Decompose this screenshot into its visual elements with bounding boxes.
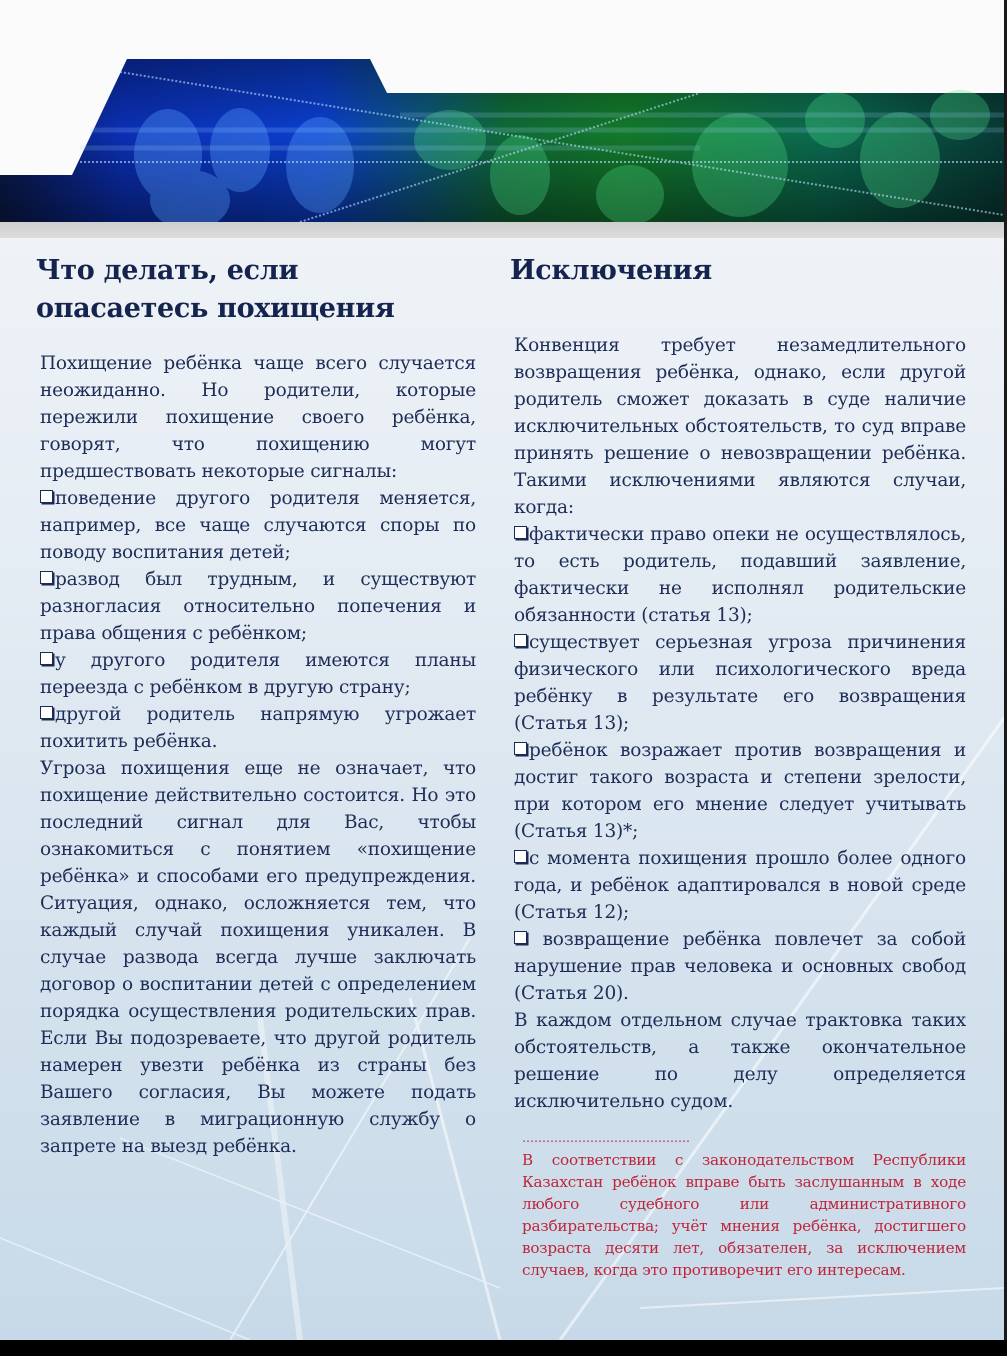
left-column [36,252,476,1160]
signal-item [40,485,476,566]
exception-text: фактически право опеки не осуществлялось, то есть родитель, подавший заявление, фактически не исполнял родительские обязанности (статья 13); [514,524,966,626]
checkbox-icon [40,571,53,584]
exception-item [514,926,966,1007]
checkbox-icon [514,850,527,863]
bottom-black-bar [0,1340,1007,1356]
header-banner [0,0,1004,222]
checkbox-icon [514,742,527,755]
footnote-separator: …………………………………… [522,1131,690,1145]
signal-item [40,566,476,647]
warning-signals-list [40,485,476,755]
signal-item [40,647,476,701]
banner-graphic [0,0,1004,222]
exceptions-list [514,521,966,1007]
exception-text: возвращение ребёнка повлечет за собой нарушение прав человека и основных свобод (Статья 20). [514,929,966,1004]
signal-item [40,701,476,755]
exception-text: ребёнок возражает против возвращения и достиг такого возраста и степени зрелости, при котором его мнение следует учитывать (Статья 13)*; [514,740,966,842]
signal-text: развод был трудным, и существуют разногласия относительно попечения и права общения с ребёнком; [40,569,476,644]
left-intro-paragraph: Похищение ребёнка чаще всего случается неожиданно. Но родители, которые пережили похищение своего ребёнка, говорят, что похищению могут предшествовать некоторые сигналы: [40,353,476,482]
right-intro-paragraph: Конвенция требует незамедлительного возвращения ребёнка, однако, если другой родитель сможет доказать в суде наличие исключительных обстоятельств, то суд вправе принять решение о невозвращении ребёнка. Такими исключениями являются случаи, когда: [514,335,966,518]
signal-text: поведение другого родителя меняется, например, все чаще случаются споры по поводу воспитания детей; [40,488,476,563]
checkbox-icon [40,490,53,503]
banner-divider [0,222,1004,238]
right-column [510,252,966,1281]
exception-item [514,737,966,845]
checkbox-icon [514,526,527,539]
exception-item [514,629,966,737]
left-conclusion-paragraph: Угроза похищения еще не означает, что похищение действительно состоится. Но это последний сигнал для Вас, чтобы ознакомиться с понятием «похищение ребёнка» и способами его предупреждения. Ситуация, однако, осложняется тем, что каждый случай похищения уникален. В случае развода всегда лучше заключать договор о воспитании детей с определением порядка осуществления родительских прав. Если Вы подозреваете, что другой родитель намерен увезти ребёнка из страны без Вашего согласия, Вы можете подать заявление в миграционную службу о запрете на выезд ребёнка. [40,758,476,1157]
exception-item [514,845,966,926]
checkbox-icon [514,931,527,944]
footnote-text: В соответствии с законодательством Республики Казахстан ребёнок вправе быть заслушанным в ходе любого судебного или административного разбирательства; учёт мнения ребёнка, достигшего возраста десяти лет, обязателен, за исключением случаев, когда это противоречит его интересам. [522,1151,966,1279]
signal-text: другой родитель напрямую угрожает похитить ребёнка. [40,704,476,752]
checkbox-icon [40,706,53,719]
exception-item [514,521,966,629]
right-conclusion-paragraph: В каждом отдельном случае трактовка таких обстоятельств, а также окончательное решение по делу определяется исключительно судом. [514,1010,966,1112]
section-heading-abduction-fear: Что делать, если опасаетесь похищения [36,255,395,324]
signal-text: у другого родителя имеются планы переезда с ребёнком в другую страну; [40,650,476,698]
checkbox-icon [40,652,53,665]
checkbox-icon [514,634,527,647]
section-heading-exceptions: Исключения [510,255,712,286]
exception-text: с момента похищения прошло более одного года, и ребёнок адаптировался в новой среде (Статья 12); [514,848,966,923]
exception-text: существует серьезная угроза причинения физического или психологического вреда ребёнку в результате его возвращения (Статья 13); [514,632,966,734]
